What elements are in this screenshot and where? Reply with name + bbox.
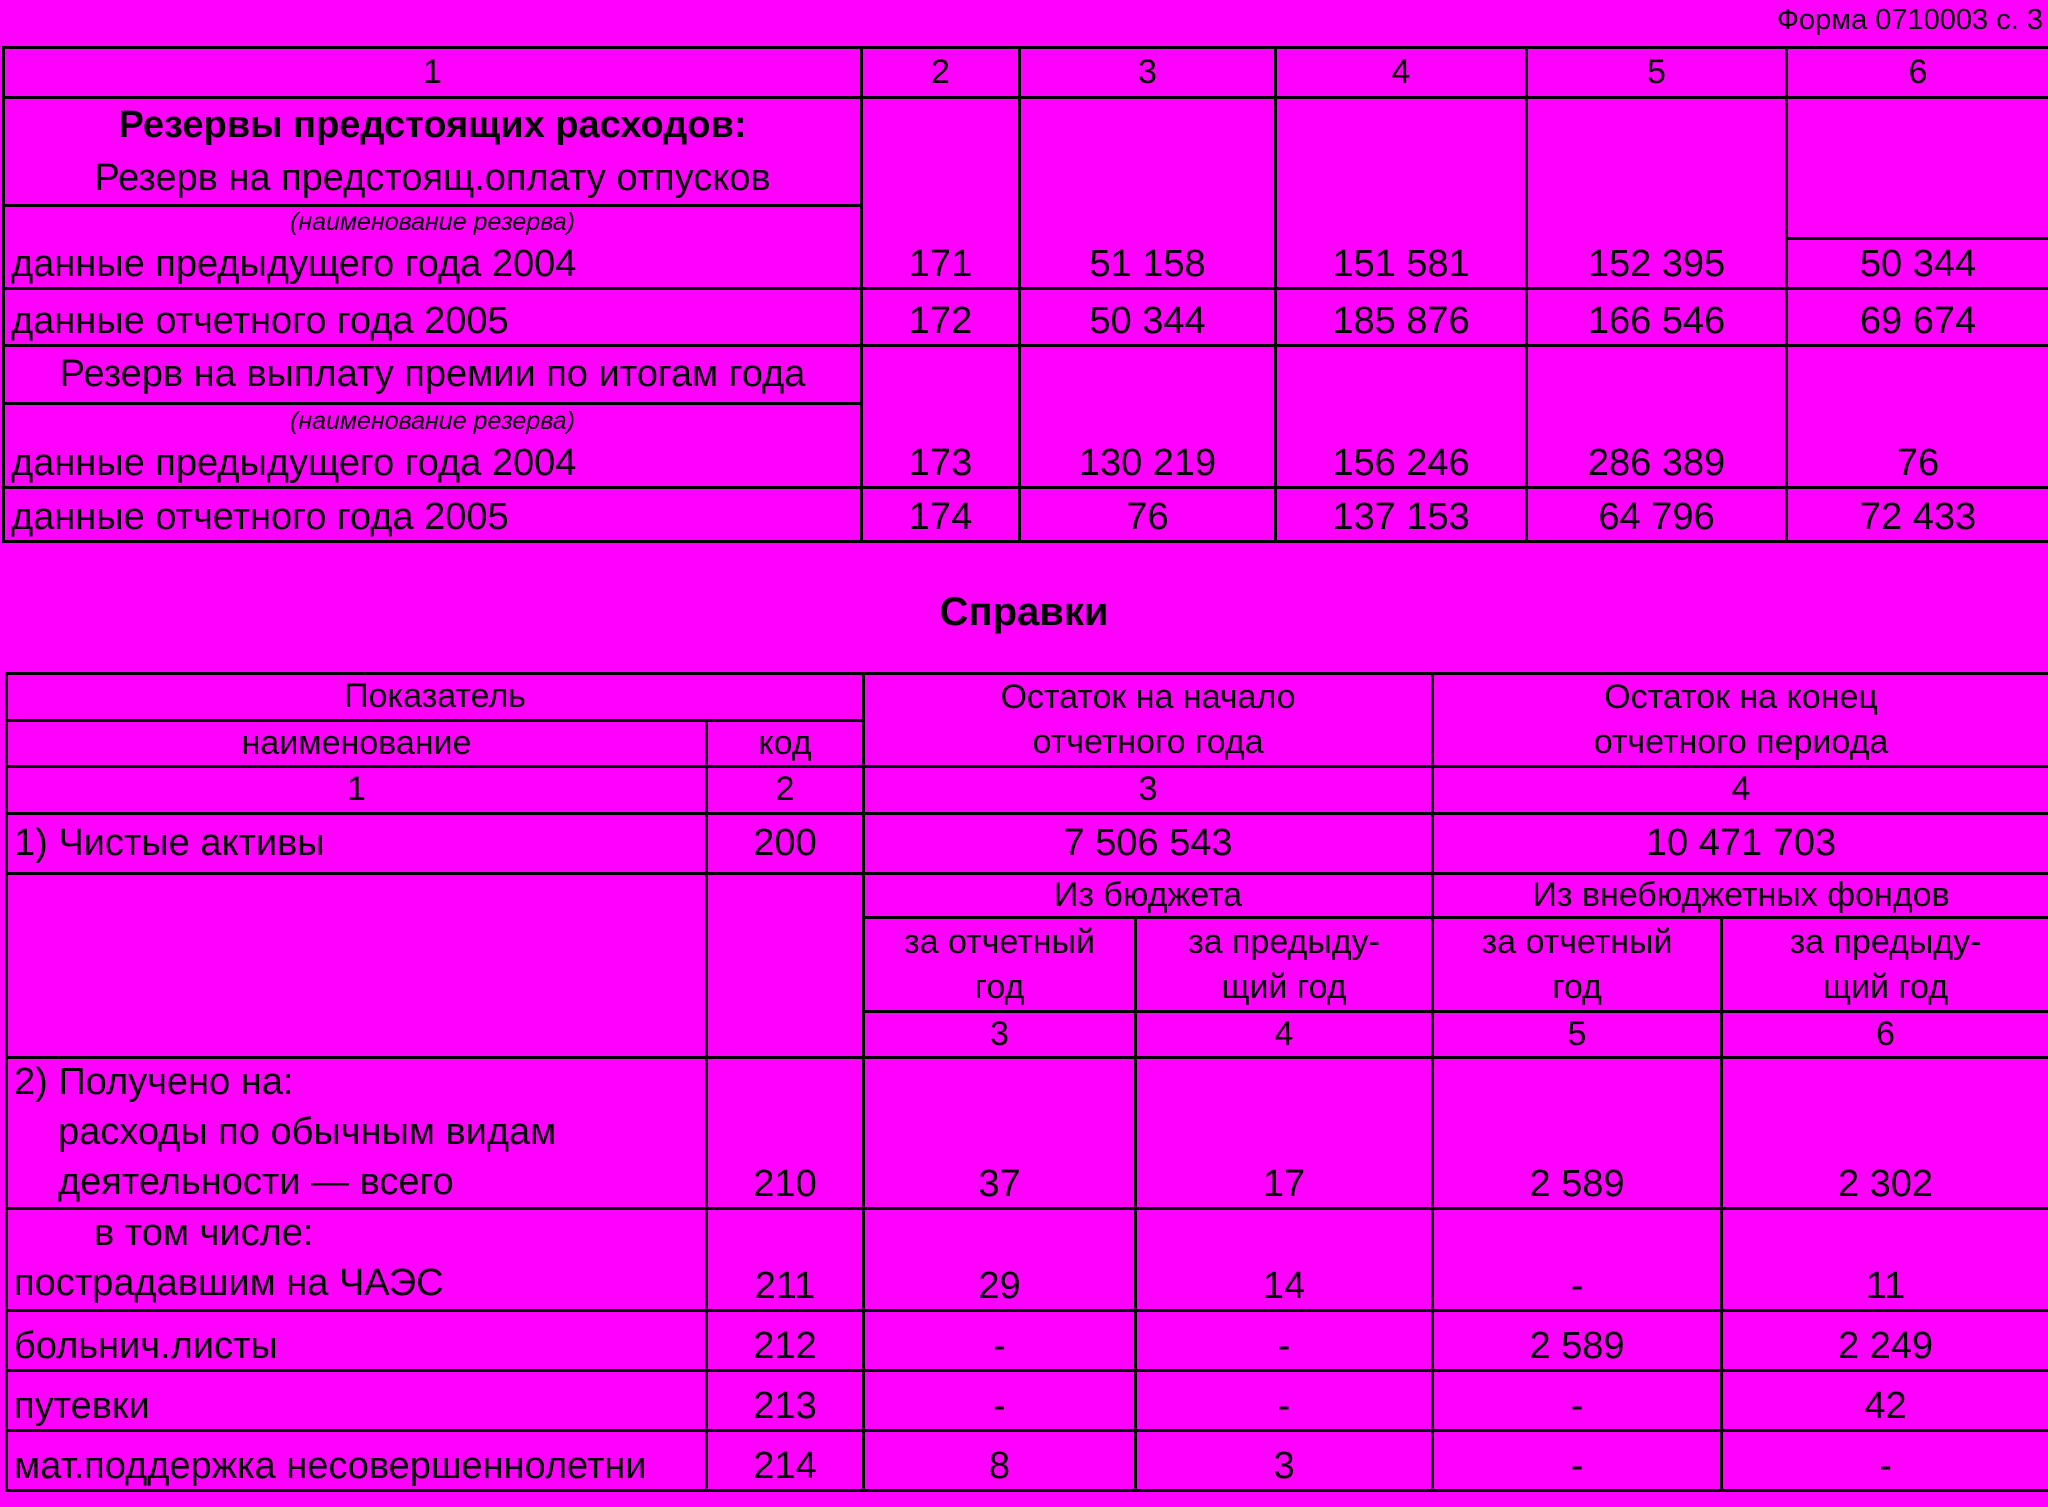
row-label: путевки [7, 1371, 707, 1431]
cell-value: 10 471 703 [1433, 814, 2048, 874]
row-label: данные предыдущего года 2004 [4, 239, 862, 289]
form-code: Форма 0710003 с. 3 [1776, 4, 2043, 36]
row-code: 173 [862, 438, 1020, 488]
cell-value: - [1136, 1371, 1433, 1431]
cell-value: 2 249 [1722, 1311, 2048, 1371]
cell-value: 37 [864, 1058, 1136, 1209]
row-code: 174 [862, 488, 1020, 542]
row-label: больнич.листы [7, 1311, 707, 1371]
cell-value: - [1433, 1209, 1722, 1311]
row-label: мат.поддержка несовершеннолетни [7, 1431, 707, 1491]
cell-value: 64 796 [1527, 488, 1787, 542]
row-label: данные предыдущего года 2004 [4, 438, 862, 488]
cell-value: 137 153 [1276, 488, 1527, 542]
cell-value: 51 158 [1020, 239, 1276, 289]
cell-value: 76 [1787, 438, 2048, 488]
table-row [4, 239, 2048, 289]
cell-value: 14 [1136, 1209, 1433, 1311]
cell-value: 2 589 [1433, 1311, 1722, 1371]
cell-value: 130 219 [1020, 438, 1276, 488]
reporting-year-header-line2: год [864, 966, 1136, 1012]
table-row [7, 1371, 2048, 1431]
table-row [7, 814, 2048, 874]
received-line1: 2) Получено на: [14, 1061, 294, 1103]
col-number: 1 [7, 767, 707, 814]
cell-value: 50 344 [1787, 239, 2048, 289]
table-row [7, 1431, 2048, 1491]
col-number: 3 [864, 767, 1433, 814]
cell-value: 69 674 [1787, 289, 2048, 346]
start-balance-header-line2: отчетного года [864, 721, 1433, 767]
col-number: 2 [862, 48, 1020, 98]
cell-value: 76 [1020, 488, 1276, 542]
cell-value: 152 395 [1527, 239, 1787, 289]
previous-year-header: за предыду- [1136, 918, 1433, 966]
start-balance-header: Остаток на начало [864, 674, 1433, 721]
table-row [7, 1209, 2048, 1311]
cell-value: - [1136, 1311, 1433, 1371]
cell-value: 72 433 [1787, 488, 2048, 542]
offbudget-header: Из внебюджетных фондов [1433, 874, 2048, 918]
previous-year-header: за предыду- [1722, 918, 2048, 966]
row-code: 211 [707, 1209, 864, 1311]
table-row [4, 488, 2048, 542]
name-header: наименование [7, 721, 707, 767]
table-row [4, 438, 2048, 488]
reporting-year-header: за отчетный [864, 918, 1136, 966]
table-row [7, 1058, 2048, 1209]
reserves-table [2, 46, 2048, 543]
col-number: 4 [1136, 1012, 1433, 1058]
cell-value: - [864, 1371, 1136, 1431]
cell-value: 166 546 [1527, 289, 1787, 346]
code-header: код [707, 721, 864, 767]
including-line2: пострадавшим на ЧАЭС [14, 1262, 444, 1304]
previous-year-header-line2: щий год [1136, 966, 1433, 1012]
table-row [4, 289, 2048, 346]
cell-value: 50 344 [1020, 289, 1276, 346]
col-number: 4 [1433, 767, 2048, 814]
col-number: 5 [1527, 48, 1787, 98]
cell-value: - [864, 1311, 1136, 1371]
row-label: данные отчетного года 2005 [4, 289, 862, 346]
cell-value: - [1722, 1431, 2048, 1491]
including-line1: в том числе: [94, 1212, 314, 1254]
cell-value: 185 876 [1276, 289, 1527, 346]
cell-value: 17 [1136, 1058, 1433, 1209]
row-code: 214 [707, 1431, 864, 1491]
col-number: 5 [1433, 1012, 1722, 1058]
table-row [7, 1311, 2048, 1371]
cell-value: 156 246 [1276, 438, 1527, 488]
col-number: 3 [864, 1012, 1136, 1058]
reserve-name: Резерв на выплату премии по итогам года [4, 346, 862, 404]
cell-value: 7 506 543 [864, 814, 1433, 874]
row-label [7, 1209, 707, 1311]
col-number: 1 [4, 48, 862, 98]
cell-value: 42 [1722, 1371, 2048, 1431]
col-number: 6 [1787, 48, 2048, 98]
reserves-section-header: Резервы предстоящих расходов: [4, 98, 862, 154]
section-title: Справки [939, 590, 1109, 634]
cell-value: 3 [1136, 1431, 1433, 1491]
column-numbers-row [7, 767, 2048, 814]
row-label: 1) Чистые активы [7, 814, 707, 874]
received-line2: расходы по обычным видам [58, 1111, 557, 1153]
row-code: 171 [862, 239, 1020, 289]
col-number: 3 [1020, 48, 1276, 98]
row-label: данные отчетного года 2005 [4, 488, 862, 542]
end-balance-header-line2: отчетного периода [1433, 721, 2048, 767]
reporting-year-header-line2: год [1433, 966, 1722, 1012]
row-code: 212 [707, 1311, 864, 1371]
cell-value: 151 581 [1276, 239, 1527, 289]
end-balance-header: Остаток на конец [1433, 674, 2048, 721]
previous-year-header-line2: щий год [1722, 966, 2048, 1012]
spravki-table [5, 672, 2048, 1492]
reserve-name-caption: (наименование резерва) [4, 206, 862, 239]
reporting-year-header: за отчетный [1433, 918, 1722, 966]
row-code: 172 [862, 289, 1020, 346]
row-code: 213 [707, 1371, 864, 1431]
cell-value: - [1433, 1371, 1722, 1431]
reserve-name: Резерв на предстоящ.оплату отпусков [4, 154, 862, 206]
col-number: 4 [1276, 48, 1527, 98]
row-label [7, 1058, 707, 1209]
cell-value: 2 589 [1433, 1058, 1722, 1209]
indicator-header: Показатель [7, 674, 864, 721]
cell-value: 2 302 [1722, 1058, 2048, 1209]
cell-value: 286 389 [1527, 438, 1787, 488]
col-number: 2 [707, 767, 864, 814]
cell-value: 8 [864, 1431, 1136, 1491]
cell-value: - [1433, 1431, 1722, 1491]
cell-value: 11 [1722, 1209, 2048, 1311]
reserve-name-caption: (наименование резерва) [4, 404, 862, 438]
row-code: 210 [707, 1058, 864, 1209]
col-number: 6 [1722, 1012, 2048, 1058]
cell-value: 29 [864, 1209, 1136, 1311]
received-line3: деятельности — всего [58, 1161, 454, 1203]
column-numbers-row [4, 48, 2048, 98]
budget-header: Из бюджета [864, 874, 1433, 918]
row-code: 200 [707, 814, 864, 874]
